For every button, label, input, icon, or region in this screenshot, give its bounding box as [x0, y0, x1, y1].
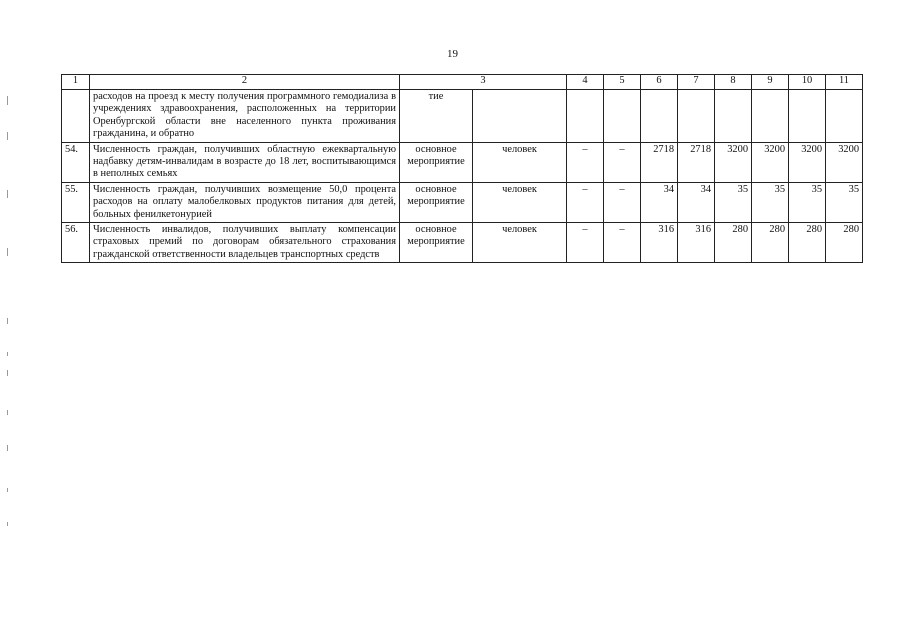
value-cell: – — [567, 182, 604, 222]
row-number: 55. — [62, 182, 90, 222]
value-cell: 34 — [678, 182, 715, 222]
value-cell — [641, 90, 678, 143]
value-cell: – — [567, 142, 604, 182]
value-cell: 35 — [715, 182, 752, 222]
header-cell: 4 — [567, 75, 604, 90]
scan-mark — [7, 96, 8, 105]
indicator-name: Численность инвалидов, получивших выплату компенсации страховых премий по договорам обязательного страхования гражданской ответственности владельцев транспортных средств — [90, 223, 400, 263]
value-cell: 280 — [789, 223, 826, 263]
value-cell — [567, 90, 604, 143]
header-cell: 7 — [678, 75, 715, 90]
header-cell: 10 — [789, 75, 826, 90]
header-cell: 2 — [90, 75, 400, 90]
scan-mark — [7, 522, 8, 526]
row-number: 54. — [62, 142, 90, 182]
value-cell: 35 — [752, 182, 789, 222]
value-cell: 3200 — [826, 142, 863, 182]
value-cell — [678, 90, 715, 143]
value-cell: 280 — [752, 223, 789, 263]
value-cell: 2718 — [641, 142, 678, 182]
value-cell — [826, 90, 863, 143]
value-cell: 3200 — [715, 142, 752, 182]
value-cell: – — [567, 223, 604, 263]
scan-mark — [7, 445, 8, 451]
scan-mark — [7, 132, 8, 140]
indicator-source: основное мероприятие — [400, 223, 473, 263]
table-row — [62, 223, 863, 263]
value-cell: 316 — [641, 223, 678, 263]
scan-mark — [7, 318, 8, 324]
table-row — [62, 90, 863, 143]
value-cell: – — [604, 142, 641, 182]
header-cell: 9 — [752, 75, 789, 90]
row-number: 56. — [62, 223, 90, 263]
indicator-source: основное мероприятие — [400, 182, 473, 222]
indicator-unit: человек — [473, 142, 567, 182]
value-cell — [752, 90, 789, 143]
header-cell: 8 — [715, 75, 752, 90]
value-cell — [604, 90, 641, 143]
header-cell: 1 — [62, 75, 90, 90]
scan-margin-marks — [0, 0, 14, 640]
indicator-unit: человек — [473, 223, 567, 263]
header-cell: 6 — [641, 75, 678, 90]
indicator-name: Численность граждан, получивших областную ежеквартальную надбавку детям-инвалидам в возрасте до 18 лет, воспитывающимся в неполных семьях — [90, 142, 400, 182]
value-cell: 316 — [678, 223, 715, 263]
value-cell — [789, 90, 826, 143]
value-cell: – — [604, 182, 641, 222]
scan-mark — [7, 190, 8, 198]
value-cell: 35 — [826, 182, 863, 222]
header-cell: 5 — [604, 75, 641, 90]
value-cell: 280 — [826, 223, 863, 263]
indicator-name: расходов на проезд к месту получения программного гемодиализа в учреждениях здравоохранения, расположенных на территории Оренбургской области вне населенного пункта проживания гражданина, и обратно — [90, 90, 400, 143]
value-cell: 34 — [641, 182, 678, 222]
indicator-name: Численность граждан, получивших возмещение 50,0 процента расходов на оплату малобелковых продуктов питания для детей, больных фенилкетонурией — [90, 182, 400, 222]
indicator-source: тие — [400, 90, 473, 143]
scan-mark — [7, 488, 8, 492]
value-cell: 2718 — [678, 142, 715, 182]
scan-mark — [7, 352, 8, 356]
value-cell: 280 — [715, 223, 752, 263]
table-row — [62, 142, 863, 182]
indicator-unit — [473, 90, 567, 143]
row-number — [62, 90, 90, 143]
value-cell — [715, 90, 752, 143]
scan-mark — [7, 248, 8, 256]
scan-mark — [7, 370, 8, 376]
header-cell: 11 — [826, 75, 863, 90]
indicator-source: основное мероприятие — [400, 142, 473, 182]
indicator-unit: человек — [473, 182, 567, 222]
scan-mark — [7, 410, 8, 415]
table-header-row — [62, 75, 863, 90]
page-number: 19 — [447, 48, 458, 60]
indicators-table — [61, 74, 863, 263]
table-row — [62, 182, 863, 222]
value-cell: 3200 — [789, 142, 826, 182]
value-cell: 35 — [789, 182, 826, 222]
header-cell: 3 — [400, 75, 567, 90]
value-cell: 3200 — [752, 142, 789, 182]
value-cell: – — [604, 223, 641, 263]
